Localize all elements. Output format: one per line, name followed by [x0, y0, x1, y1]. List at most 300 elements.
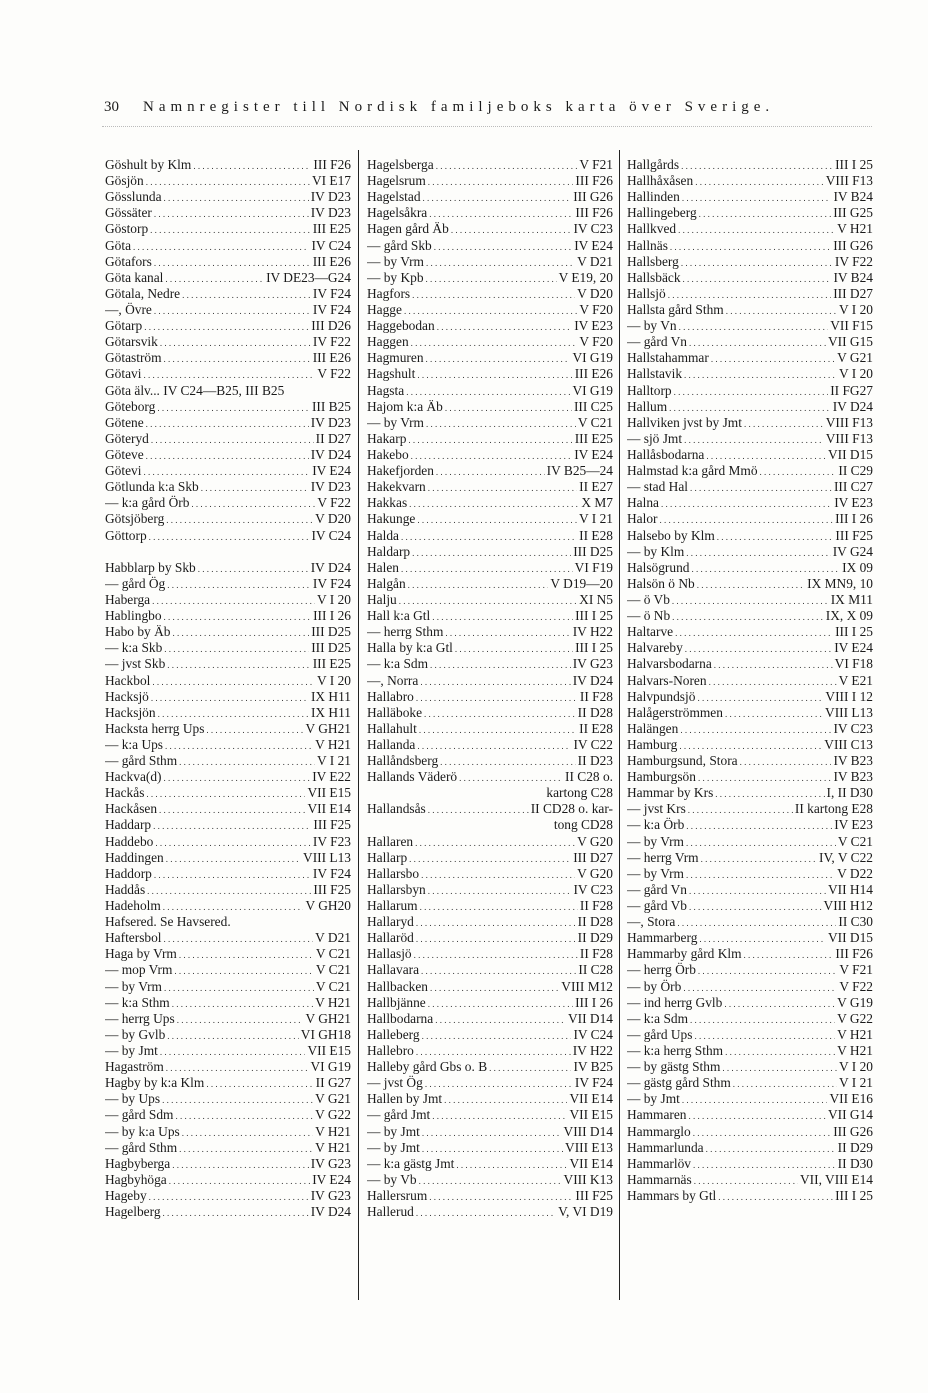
leader-dots	[152, 592, 315, 608]
index-entry	[367, 914, 613, 930]
index-entry	[105, 817, 351, 833]
entry-name: Hagelsberga	[367, 157, 434, 172]
index-entry	[367, 930, 613, 946]
page-title: Namnregister till Nordisk familjeboks karta över Sverige.	[143, 99, 775, 115]
index-entry	[627, 705, 873, 721]
entry-name: — k:a gästg Jmt	[367, 1155, 455, 1171]
index-entry	[627, 769, 873, 785]
leader-dots	[428, 882, 572, 898]
index-entry	[627, 318, 873, 334]
entry-name: — herrg Sthm	[367, 624, 444, 640]
index-entry	[105, 592, 351, 608]
entry-reference: V F21	[839, 962, 873, 978]
index-entry	[367, 753, 613, 769]
entry-reference: II D29	[837, 1139, 873, 1155]
entry-name: — jvst Skb	[105, 656, 166, 672]
entry-name: Hallersrum	[367, 1188, 428, 1203]
entry-name: Hammarglo	[627, 1123, 691, 1139]
index-entry	[627, 608, 873, 624]
index-entry	[367, 1075, 613, 1091]
entry-reference: IV, V C22	[819, 849, 873, 865]
entry-name: Hallnäs	[627, 237, 668, 253]
entry-name: Hagbyberga	[105, 1155, 171, 1171]
leader-dots	[691, 560, 840, 576]
entry-reference: IV DE23—G24	[266, 269, 351, 285]
leader-dots	[456, 1156, 567, 1172]
leader-dots	[689, 1107, 827, 1123]
index-entry	[105, 1204, 351, 1220]
index-entry	[627, 721, 873, 737]
entry-reference: V D20	[577, 285, 613, 301]
entry-reference: VII G14	[828, 1107, 873, 1123]
leader-dots	[669, 399, 831, 415]
index-entry	[367, 656, 613, 672]
entry-reference: IV D23	[310, 414, 351, 430]
leader-dots	[164, 979, 314, 995]
entry-name: Halleby gård Gbs o. B	[367, 1059, 488, 1075]
entry-name: Götafors	[105, 253, 152, 269]
entry-reference: IV G24	[832, 543, 873, 559]
index-entry	[367, 850, 613, 866]
entry-name: Hallbacken	[367, 978, 428, 994]
entry-reference: VII D15	[828, 930, 873, 946]
entry-reference: II D29	[577, 930, 613, 946]
leader-dots	[162, 1091, 313, 1107]
leader-dots	[714, 656, 833, 672]
leader-dots	[143, 366, 315, 382]
entry-name: Göta älv... IV C24—B25, III B25	[105, 382, 285, 398]
entry-name: — by Vrm	[367, 414, 424, 430]
entry-name: Halsön ö Nb	[627, 575, 695, 591]
leader-dots	[698, 962, 837, 978]
entry-reference: IV F24	[312, 301, 351, 317]
leader-dots	[416, 930, 576, 946]
index-entry	[105, 1124, 351, 1140]
index-entry	[367, 592, 613, 608]
leader-dots	[417, 511, 577, 527]
entry-reference: V D21	[315, 930, 351, 946]
entry-name: Hallen by Jmt	[367, 1091, 443, 1107]
entry-reference: II F28	[579, 688, 613, 704]
leader-dots	[160, 1043, 306, 1059]
leader-dots	[459, 769, 563, 785]
leader-dots	[206, 1075, 313, 1091]
entry-reference: III I 26	[835, 511, 873, 527]
index-entry	[105, 1027, 351, 1043]
index-entry	[105, 1043, 351, 1059]
index-entry	[367, 801, 613, 817]
entry-name: Halvareby	[627, 640, 683, 656]
index-entry	[367, 399, 613, 415]
entry-name: — k:a Sdm	[627, 1010, 689, 1026]
leader-dots	[672, 608, 824, 624]
entry-reference: III D25	[311, 640, 351, 656]
leader-dots	[429, 1188, 573, 1204]
entry-reference: III G26	[833, 1123, 873, 1139]
leader-dots	[709, 673, 837, 689]
entry-name: — by Vrm	[105, 978, 162, 994]
index-entry	[367, 334, 613, 350]
entry-reference: V C21	[315, 946, 351, 962]
entry-name: Göta	[105, 237, 132, 253]
entry-name: Halju	[367, 591, 397, 607]
index-entry	[627, 399, 873, 415]
entry-name: Haddarp	[105, 817, 152, 833]
leader-dots	[159, 801, 305, 817]
entry-name: Hagshult	[367, 366, 416, 382]
leader-dots	[715, 785, 824, 801]
entry-name: — mop Vrm	[105, 962, 173, 978]
entry-name: Hallasjö	[367, 946, 412, 962]
index-entry	[367, 205, 613, 221]
index-entry	[367, 221, 613, 237]
leader-dots	[179, 1140, 313, 1156]
entry-name: Halen	[367, 559, 399, 575]
entry-reference: V H21	[837, 1043, 873, 1059]
entry-name: Hallaren	[367, 833, 414, 849]
entry-name: — gård Vb	[627, 898, 688, 914]
index-entry	[627, 334, 873, 350]
entry-reference: III I 26	[313, 608, 351, 624]
entry-reference: VIII K13	[563, 1171, 613, 1187]
leader-dots	[401, 560, 573, 576]
index-entry	[105, 1075, 351, 1091]
leader-dots	[422, 1124, 562, 1140]
entry-reference: VII E15	[307, 1043, 351, 1059]
leader-dots	[149, 528, 310, 544]
index-entry	[367, 189, 613, 205]
leader-dots	[412, 544, 571, 560]
entry-reference: IX 09	[842, 559, 873, 575]
leader-dots	[426, 254, 575, 270]
leader-dots	[725, 1043, 835, 1059]
leader-dots	[417, 366, 572, 382]
entry-name: Gössäter	[105, 205, 152, 221]
entry-name: Gösslunda	[105, 189, 162, 205]
entry-name: Hammarlöv	[627, 1155, 691, 1171]
entry-reference: XI N5	[579, 591, 613, 607]
entry-reference: V F22	[839, 978, 873, 994]
entry-reference: IV F22	[834, 253, 873, 269]
index-entry	[367, 1011, 613, 1027]
entry-reference: VI F18	[834, 656, 873, 672]
entry-name: — sjö Jmt	[627, 430, 683, 446]
entry-name: Göstorp	[105, 221, 149, 237]
entry-reference: IV D23	[310, 205, 351, 221]
entry-name: Götene	[105, 414, 144, 430]
index-entry	[367, 1027, 613, 1043]
entry-name: Hallsberg	[627, 253, 679, 269]
leader-dots	[406, 383, 570, 399]
entry-reference: VI G19	[310, 1059, 351, 1075]
index-entry	[367, 463, 613, 479]
entry-reference: V G20	[577, 833, 613, 849]
entry-name: Haltarve	[627, 624, 674, 640]
entry-reference: IV B25	[573, 1059, 613, 1075]
index-entry	[105, 334, 351, 350]
entry-name: Götarsvik	[105, 334, 158, 350]
entry-reference: VIII F13	[825, 414, 873, 430]
entry-name: Halla by k:a Gtl	[367, 640, 453, 656]
entry-name: Hakarp	[367, 430, 407, 446]
entry-name: — gård Vn	[627, 881, 688, 897]
leader-dots	[167, 576, 311, 592]
entry-reference: IV B25—24	[546, 463, 613, 479]
entry-reference: II CD28 o. kar-	[530, 801, 613, 817]
entry-name: Hammarnäs	[627, 1171, 692, 1187]
entry-name: Götevi	[105, 463, 142, 479]
entry-name: Hageby	[105, 1188, 147, 1203]
entry-name: Haggen	[367, 334, 409, 350]
entry-name: Hagge	[367, 301, 402, 317]
entry-reference: VIII M12	[561, 978, 613, 994]
leader-dots	[688, 801, 793, 817]
entry-reference: VII F15	[830, 318, 873, 334]
entry-reference: V C21	[315, 978, 351, 994]
entry-reference: IV D24	[310, 446, 351, 462]
index-entry	[367, 979, 613, 995]
entry-name: Götarp	[105, 318, 143, 334]
entry-reference: V H21	[837, 1026, 873, 1042]
leader-dots	[489, 1059, 571, 1075]
entry-name: — gästg gård Sthm	[627, 1075, 731, 1091]
entry-name: — by Vrm	[367, 253, 424, 269]
index-entry	[105, 495, 351, 511]
leader-dots	[660, 511, 834, 527]
entry-reference: IX H11	[310, 688, 351, 704]
entry-name: Hammarby gård Klm	[627, 946, 742, 962]
entry-reference: VIII D14	[563, 1123, 613, 1139]
entry-reference: II E27	[579, 479, 613, 495]
entry-name: — by Örb	[627, 978, 682, 994]
entry-reference: IV D23	[310, 189, 351, 205]
index-entry	[105, 399, 351, 415]
entry-name: Hackås	[105, 785, 145, 801]
entry-name: Hallåndsberg	[367, 753, 439, 769]
index-entry	[627, 801, 873, 817]
leader-dots	[697, 576, 805, 592]
entry-reference: III I 25	[575, 640, 613, 656]
leader-dots	[706, 447, 826, 463]
entry-name: Haddås	[105, 881, 146, 897]
index-entry	[105, 995, 351, 1011]
entry-reference: V I 21	[579, 511, 613, 527]
index-entry	[627, 882, 873, 898]
entry-name: Götlunda k:a Skb	[105, 479, 199, 495]
index-entry	[367, 383, 613, 399]
entry-name: Hagelsrum	[367, 173, 426, 189]
entry-reference: IV E23	[834, 495, 873, 511]
leader-dots	[661, 495, 832, 511]
entry-reference: VI F19	[574, 559, 613, 575]
index-entry	[105, 721, 351, 737]
entry-reference: IX M11	[830, 591, 873, 607]
entry-name: Göteve	[105, 446, 144, 462]
index-entry	[105, 1059, 351, 1075]
entry-name: —, Stora	[627, 914, 676, 930]
leader-dots	[430, 979, 559, 995]
leader-dots	[689, 882, 826, 898]
entry-name: Hallavara	[367, 962, 420, 978]
entry-name: — by Gvlb	[105, 1026, 166, 1042]
leader-dots	[155, 834, 311, 850]
index-entry	[105, 221, 351, 237]
leader-dots	[428, 995, 573, 1011]
column-divider	[619, 150, 620, 1300]
index-entry	[105, 801, 351, 817]
index-entry	[105, 366, 351, 382]
entry-name: Haberga	[105, 591, 151, 607]
index-entry	[627, 189, 873, 205]
leader-dots	[426, 415, 576, 431]
leader-dots	[717, 528, 834, 544]
leader-dots	[409, 495, 579, 511]
entry-reference: VIII F13	[825, 430, 873, 446]
entry-name: — gård Ups	[627, 1026, 693, 1042]
index-entry	[627, 254, 873, 270]
index-column-1	[105, 157, 351, 1297]
leader-dots	[411, 334, 578, 350]
leader-dots	[686, 817, 832, 833]
entry-reference: V I 20	[839, 366, 873, 382]
leader-dots	[426, 350, 571, 366]
leader-dots	[163, 898, 304, 914]
entry-reference: III F26	[313, 157, 351, 172]
entry-name: Hackbol	[105, 672, 151, 688]
entry-reference: VI GH18	[300, 1026, 351, 1042]
entry-name: Halågerströmmen	[627, 704, 723, 720]
entry-reference: III I 25	[835, 1188, 873, 1203]
entry-reference: VIII I 12	[825, 688, 873, 704]
leader-dots	[417, 737, 571, 753]
index-entry	[105, 576, 351, 592]
entry-name: — k:a gård Örb	[105, 495, 190, 511]
leader-dots	[690, 1011, 835, 1027]
index-entry	[105, 254, 351, 270]
entry-reference: IV E24	[834, 640, 873, 656]
entry-name: — k:a Sthm	[105, 994, 170, 1010]
index-entry	[627, 286, 873, 302]
entry-name: Halna	[627, 495, 659, 511]
entry-reference: II D23	[577, 753, 613, 769]
entry-reference: VIII H12	[823, 898, 873, 914]
index-entry	[105, 270, 351, 286]
entry-name: Halda	[367, 527, 399, 543]
index-entry	[627, 366, 873, 382]
entry-reference: III E25	[574, 430, 613, 446]
entry-reference: VIII E13	[565, 1139, 613, 1155]
entry-name: — jvst Krs	[627, 801, 686, 817]
leader-dots	[154, 302, 311, 318]
entry-name: Götaström	[105, 350, 162, 366]
index-entry	[367, 834, 613, 850]
index-entry	[105, 350, 351, 366]
page-header	[104, 99, 774, 116]
entry-reference: III E25	[312, 221, 351, 237]
leader-dots	[416, 914, 576, 930]
entry-name: Halgån	[367, 575, 406, 591]
entry-reference: IX MN9, 10	[807, 575, 873, 591]
leader-dots	[419, 1172, 562, 1188]
index-entry	[627, 157, 873, 173]
entry-reference: VIII C13	[824, 736, 873, 752]
leader-dots	[164, 350, 311, 366]
entry-reference: III D25	[573, 543, 613, 559]
entry-reference: IV F24	[312, 575, 351, 591]
index-entry	[627, 817, 873, 833]
entry-reference: VII G15	[828, 334, 873, 350]
index-entry	[105, 238, 351, 254]
entry-name: Haftersbol	[105, 930, 162, 946]
entry-reference: VI G19	[572, 382, 613, 398]
leader-dots	[420, 673, 570, 689]
entry-reference: IV H22	[572, 1043, 613, 1059]
index-entry	[105, 1188, 351, 1204]
index-entry	[627, 930, 873, 946]
entry-reference: V D22	[837, 865, 873, 881]
entry-name: — gård Jmt	[367, 1107, 431, 1123]
entry-name: Hacksjön	[105, 704, 156, 720]
entry-name: Hallbjänne	[367, 994, 426, 1010]
index-entry	[367, 1188, 613, 1204]
leader-dots	[684, 431, 824, 447]
leader-dots	[150, 221, 311, 237]
entry-reference: VII E15	[569, 1107, 613, 1123]
index-entry	[627, 415, 873, 431]
entry-reference: III D27	[573, 849, 613, 865]
entry-reference: III E26	[312, 253, 351, 269]
leader-dots	[152, 673, 315, 689]
entry-name: Hagen gård Äb	[367, 221, 449, 237]
entry-reference: V H21	[315, 994, 351, 1010]
entry-reference: III E26	[312, 350, 351, 366]
leader-dots	[425, 1075, 573, 1091]
entry-name: — k:a Sdm	[367, 656, 429, 672]
entry-name: Halor	[627, 511, 658, 527]
index-entry	[367, 785, 613, 801]
leader-dots	[166, 1059, 309, 1075]
index-entry	[367, 995, 613, 1011]
index-entry	[367, 608, 613, 624]
entry-name: Hallarp	[367, 849, 408, 865]
index-entry	[105, 560, 351, 576]
entry-reference: V I 20	[317, 672, 351, 688]
index-entry	[367, 721, 613, 737]
index-entry	[367, 817, 613, 833]
leader-dots	[172, 624, 309, 640]
entry-name: Hallhåxåsen	[627, 173, 694, 189]
leader-dots	[432, 608, 573, 624]
index-entry	[105, 157, 351, 173]
entry-name: Hackva(d)	[105, 769, 162, 785]
index-entry	[105, 463, 351, 479]
entry-reference: IV B24	[833, 189, 873, 205]
index-entry	[105, 1140, 351, 1156]
leader-dots	[679, 318, 829, 334]
entry-reference: IV B24	[833, 269, 873, 285]
entry-reference: V I 21	[317, 753, 351, 769]
leader-dots	[416, 1043, 571, 1059]
entry-reference: IV C24	[573, 1026, 613, 1042]
entry-name: Göteborg	[105, 398, 156, 414]
entry-name: Hagelstad	[367, 189, 421, 205]
index-entry	[627, 914, 873, 930]
index-entry	[627, 640, 873, 656]
leader-dots	[167, 1027, 299, 1043]
entry-reference: V G21	[837, 350, 873, 366]
leader-dots	[697, 689, 823, 705]
entry-name: Haddebo	[105, 833, 154, 849]
